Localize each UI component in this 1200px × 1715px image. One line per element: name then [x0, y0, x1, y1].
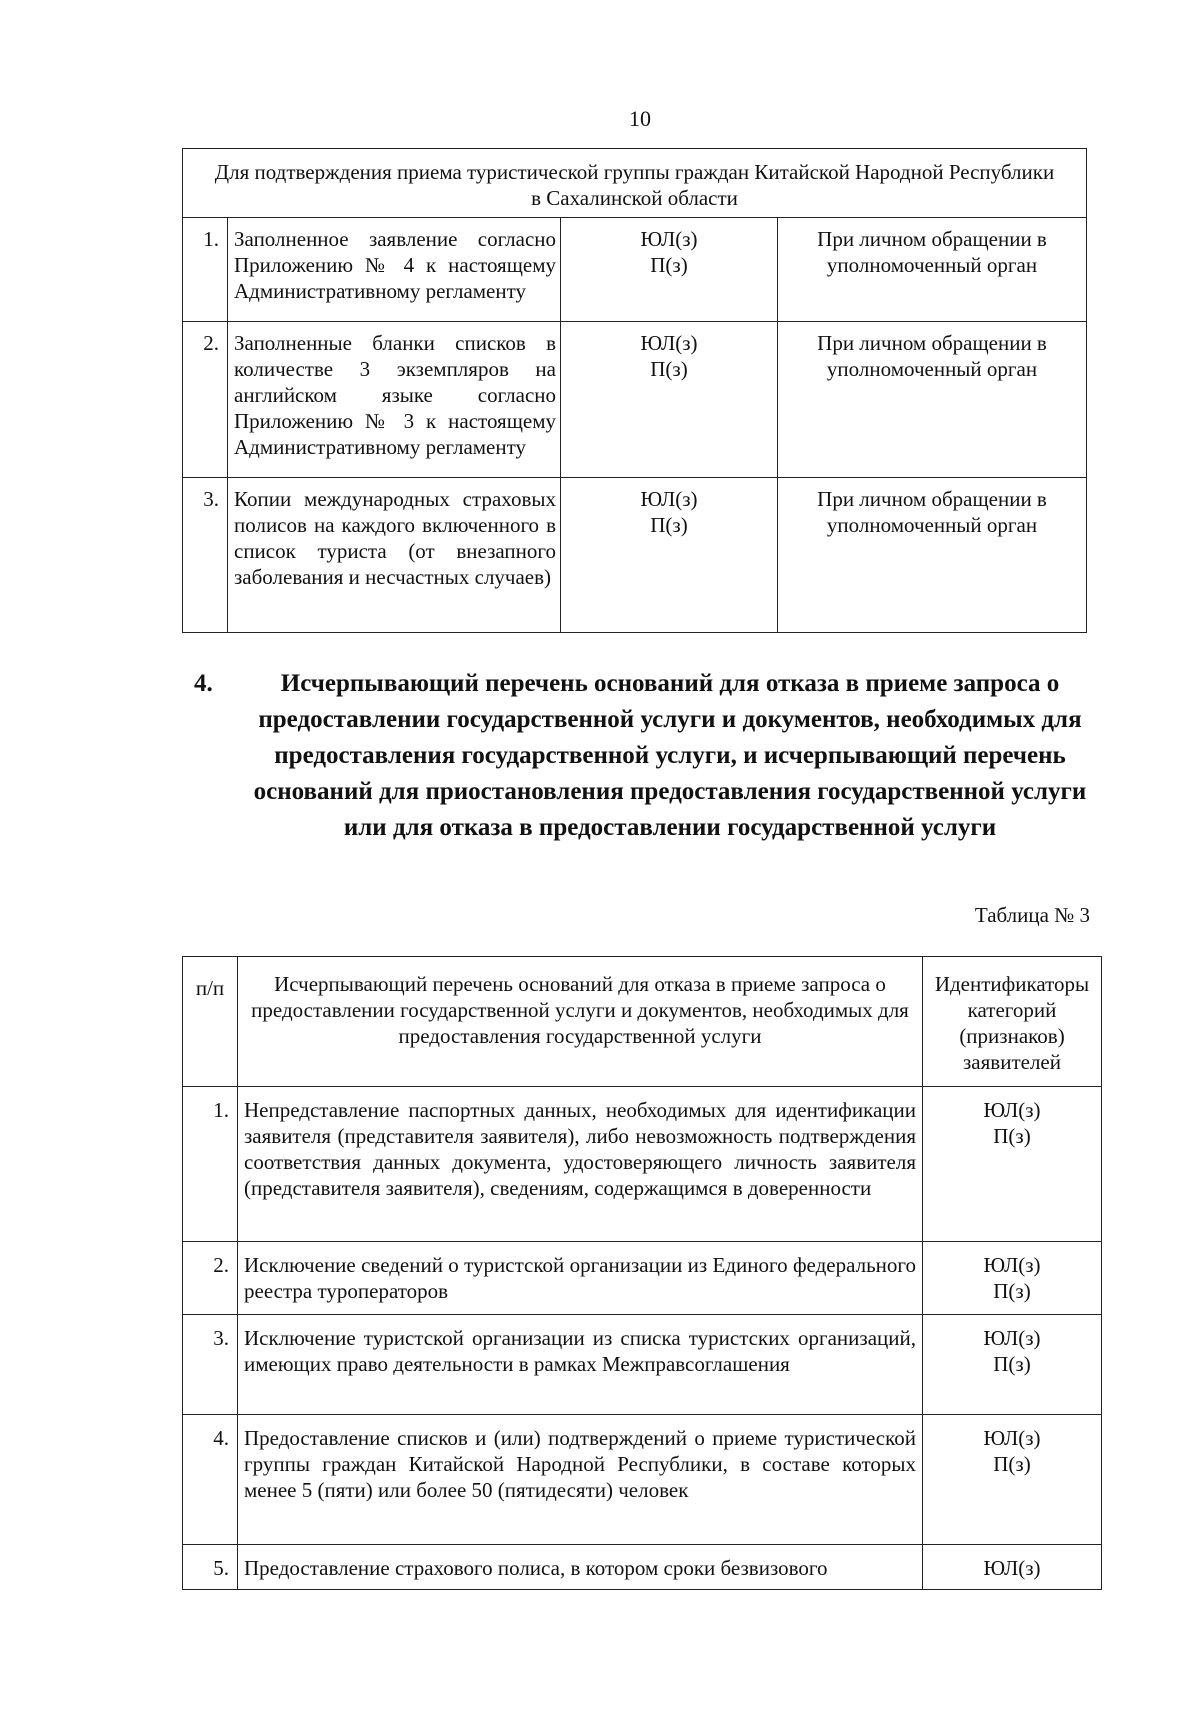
refusal-grounds-table — [182, 956, 1102, 1590]
code-p: П(з) — [650, 253, 688, 277]
applicant-codes — [561, 218, 778, 322]
code-ul: ЮЛ(з) — [983, 1326, 1041, 1350]
refusal-ground: Исключение сведений о туристской организации из Единого федерального реестра туроператоров — [238, 1242, 923, 1315]
code-ul: ЮЛ(з) — [983, 1426, 1041, 1450]
section-heading — [190, 666, 1090, 846]
page-number: 10 — [629, 106, 651, 131]
code-ul: ЮЛ(з) — [640, 487, 698, 511]
code-p: П(з) — [993, 1124, 1031, 1148]
submission-method: При личном обращении в уполномоченный орган — [778, 322, 1087, 478]
code-p: П(з) — [993, 1279, 1031, 1303]
submission-method: При личном обращении в уполномоченный орган — [778, 478, 1087, 633]
applicant-codes — [561, 322, 778, 478]
column-header-num: п/п — [183, 957, 238, 1087]
row-number: 4. — [183, 1415, 238, 1545]
section-title: Исчерпывающий перечень оснований для отказа в приеме запроса о предоставлении государственной услуги и документов, необходимых для предоставления государственной услуги, и исчерпывающий перечень оснований для приостановления предоставления государственной услуги или для отказа в предоставлении государственной услуги — [253, 670, 1087, 841]
refusal-ground: Исключение туристской организации из списка туристских организаций, имеющих право деятельности в рамках Межправсоглашения — [238, 1315, 923, 1415]
table-row — [183, 1415, 1102, 1545]
section-number: 4. — [194, 670, 213, 697]
document-name: Заполненные бланки списков в количестве 3 экземпляров на английском языке согласно Приложению № 3 к настоящему Административному регламенту — [228, 322, 561, 478]
table-row — [183, 478, 1087, 633]
applicant-codes — [923, 1242, 1102, 1315]
row-number: 5. — [183, 1545, 238, 1590]
applicant-codes — [561, 478, 778, 633]
table-row — [183, 1242, 1102, 1315]
code-p: П(з) — [993, 1452, 1031, 1476]
column-header-codes: Идентификаторы категорий (признаков) заявителей — [923, 957, 1102, 1087]
table-row — [183, 1087, 1102, 1242]
row-number: 2. — [183, 1242, 238, 1315]
refusal-ground: Предоставление страхового полиса, в котором сроки безвизового — [238, 1545, 923, 1590]
submission-method: При личном обращении в уполномоченный орган — [778, 218, 1087, 322]
document-name: Копии международных страховых полисов на каждого включенного в список туриста (от внезапного заболевания и несчастных случаев) — [228, 478, 561, 633]
document-name: Заполненное заявление согласно Приложению № 4 к настоящему Административному регламенту — [228, 218, 561, 322]
row-number: 1. — [183, 1087, 238, 1242]
code-ul: ЮЛ(з) — [640, 227, 698, 251]
table-caption: Таблица № 3 — [974, 903, 1090, 927]
table-row — [183, 1545, 1102, 1590]
code-ul: ЮЛ(з) — [983, 1253, 1041, 1277]
table-header-row — [183, 957, 1102, 1087]
code-p: П(з) — [993, 1352, 1031, 1376]
code-ul: ЮЛ(з) — [983, 1098, 1041, 1122]
row-number: 1. — [183, 218, 228, 322]
applicant-codes — [923, 1545, 1102, 1590]
documents-table — [182, 148, 1087, 633]
column-header-grounds: Исчерпывающий перечень оснований для отказа в приеме запроса о предоставлении государственной услуги и документов, необходимых для предоставления государственной услуги — [238, 957, 923, 1087]
applicant-codes — [923, 1315, 1102, 1415]
documents-table-header: Для подтверждения приема туристической группы граждан Китайской Народной Республики в Сахалинской области — [183, 149, 1087, 218]
applicant-codes — [923, 1415, 1102, 1545]
code-p: П(з) — [650, 513, 688, 537]
code-ul: ЮЛ(з) — [640, 331, 698, 355]
table-row — [183, 1315, 1102, 1415]
refusal-ground: Непредставление паспортных данных, необходимых для идентификации заявителя (представителя заявителя), либо невозможность подтверждения соответствия данных документа, удостоверяющего личность заявителя (представителя заявителя), сведениям, содержащимся в доверенности — [238, 1087, 923, 1242]
code-ul: ЮЛ(з) — [983, 1556, 1041, 1580]
table-row — [183, 322, 1087, 478]
row-number: 3. — [183, 478, 228, 633]
code-p: П(з) — [650, 357, 688, 381]
table-row — [183, 218, 1087, 322]
row-number: 3. — [183, 1315, 238, 1415]
applicant-codes — [923, 1087, 1102, 1242]
row-number: 2. — [183, 322, 228, 478]
refusal-ground: Предоставление списков и (или) подтверждений о приеме туристической группы граждан Китайской Народной Республики, в составе которых менее 5 (пяти) или более 50 (пятидесяти) человек — [238, 1415, 923, 1545]
